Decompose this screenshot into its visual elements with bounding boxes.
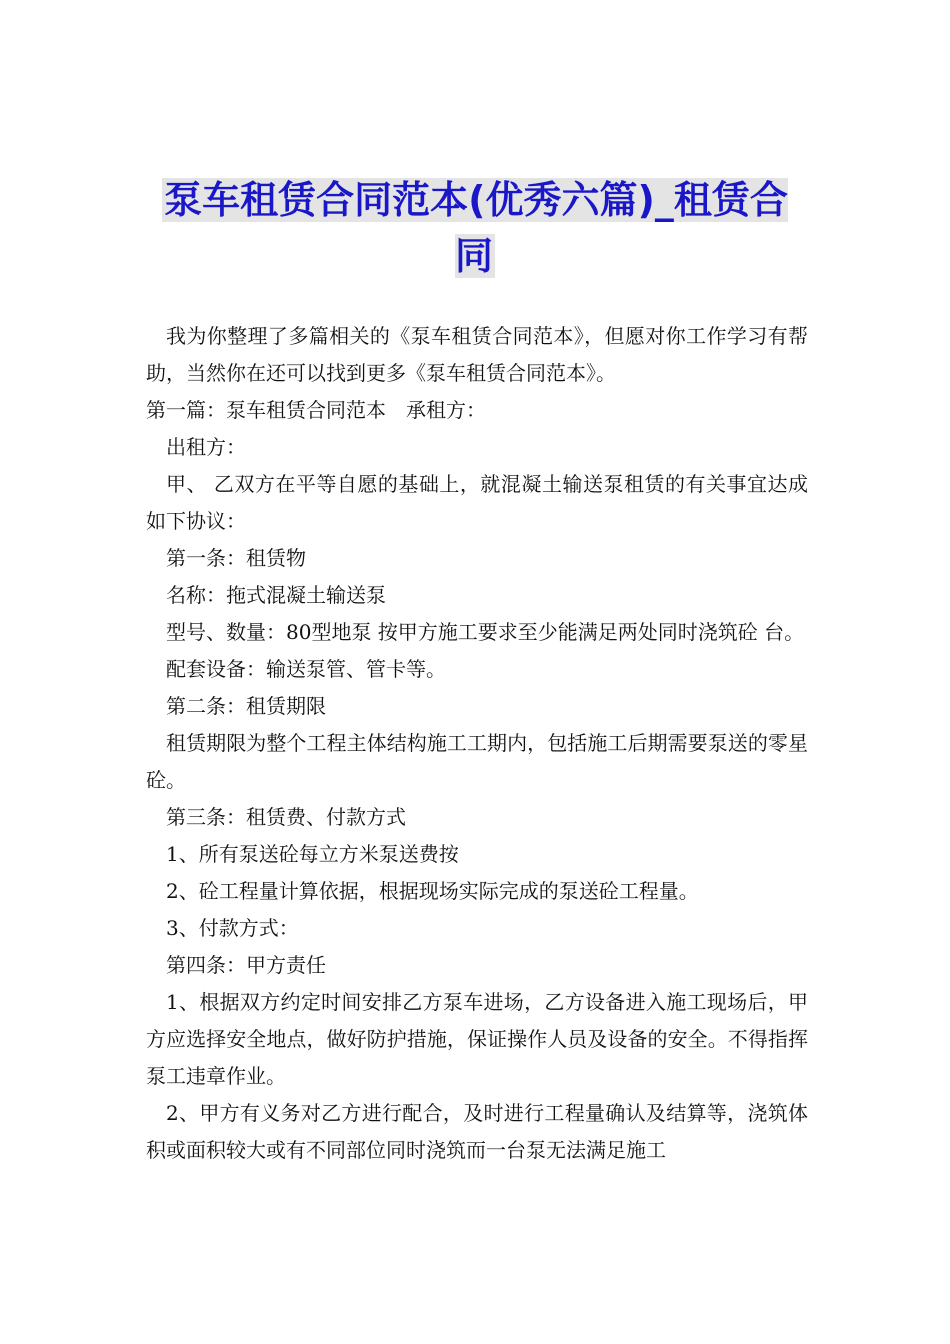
paragraph: 配套设备：输送泵管、管卡等。 [166,657,446,681]
paragraph: 2、砼工程量计算依据，根据现场实际完成的泵送砼工程量。 [166,879,699,903]
paragraph: 2、甲方有义务对乙方进行配合，及时进行工程量确认及结算等，浇筑体积或面积较大或有不同部位同时浇筑而一台泵无法满足施工 [146,1101,808,1162]
document-title [150,172,800,284]
paragraph: 出租方： [166,435,246,459]
paragraph: 甲、 乙双方在平等自愿的基础上，就混凝土输送泵租赁的有关事宜达成如下协议： [146,472,808,533]
paragraph: 第四条：甲方责任 [166,953,326,977]
paragraph: 我为你整理了多篇相关的《泵车租赁合同范本》，但愿对你工作学习有帮助，当然你在还可以找到更多《泵车租赁合同范本》。 [146,324,808,385]
paragraph: 第一篇：泵车租赁合同范本 承租方： [146,398,486,422]
paragraph: 第三条：租赁费、付款方式 [166,805,406,829]
paragraph: 1、所有泵送砼每立方米泵送费按 [166,842,459,866]
document-body [146,318,808,1169]
paragraph: 第二条：租赁期限 [166,694,326,718]
document-title-text: 泵车租赁合同范本(优秀六篇)_租赁合同 [164,178,788,278]
paragraph: 型号、数量：80型地泵 按甲方施工要求至少能满足两处同时浇筑砼 台。 [166,620,805,644]
paragraph: 1、根据双方约定时间安排乙方泵车进场，乙方设备进入施工现场后，甲方应选择安全地点，做好防护措施，保证操作人员及设备的安全。不得指挥泵工违章作业。 [146,990,808,1088]
paragraph: 名称：拖式混凝土输送泵 [166,583,386,607]
paragraph: 租赁期限为整个工程主体结构施工工期内，包括施工后期需要泵送的零星砼。 [146,731,808,792]
paragraph: 第一条：租赁物 [166,546,306,570]
paragraph: 3、付款方式： [166,916,299,940]
